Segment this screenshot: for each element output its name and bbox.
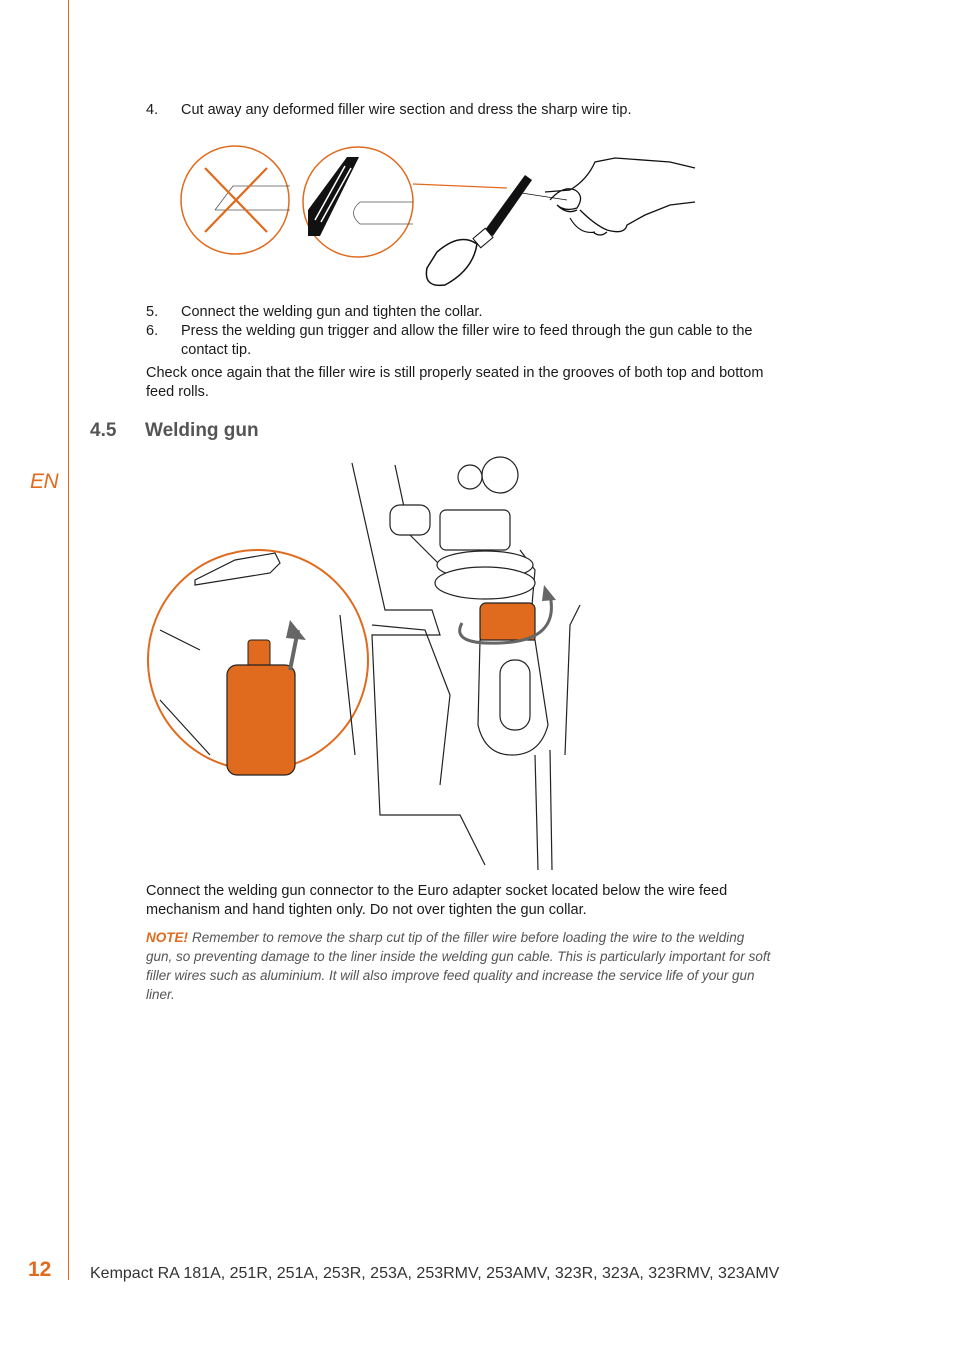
check-paragraph: Check once again that the filler wire is still properly seated in the grooves of both top and bottom feed rolls.	[146, 365, 764, 400]
language-tag: EN	[30, 470, 59, 493]
welding-gun-handle	[460, 585, 556, 870]
step-text: Cut away any deformed filler wire section and dress the sharp wire tip.	[181, 102, 632, 118]
step-number: 5.	[146, 304, 159, 320]
connect-paragraph: Connect the welding gun connector to the Euro adapter socket located below the wire feed mechanism and hand tighten only. Do not over tighten the gun collar.	[146, 883, 728, 918]
section-heading	[90, 420, 259, 442]
note-text: Remember to remove the sharp cut tip of the filler wire before loading the wire to the welding gun, so preventing damage to the liner inside the welding gun cable. This is particularly important for soft filler wires such as aluminium. It will also improve feed quality and increase the service life of your gun liner.	[146, 930, 771, 1002]
footer-models: Kempact RA 181A, 251R, 251A, 253R, 253A, 253RMV, 253AMV, 323R, 323A, 323RMV, 323AMV	[90, 1265, 780, 1282]
page-number: 12	[28, 1258, 52, 1281]
section-title: Welding gun	[145, 420, 259, 441]
hand-holding-wire	[515, 158, 695, 235]
step-number: 6.	[146, 323, 159, 339]
connector-detail-circle	[148, 550, 368, 775]
wire-dressing-illustration	[175, 140, 715, 300]
step-number: 4.	[146, 102, 159, 118]
file-tool	[426, 175, 532, 285]
section-number: 4.5	[90, 420, 117, 441]
feed-mechanism	[390, 457, 535, 599]
margin-rule	[68, 0, 69, 1280]
note-block	[146, 928, 771, 1004]
step-text: Press the welding gun trigger and allow the filler wire to feed through the gun cable to the contact tip.	[181, 323, 753, 358]
incorrect-cut-circle	[181, 146, 290, 254]
welding-gun-illustration	[140, 455, 600, 875]
file-detail-circle	[303, 147, 413, 257]
step-text: Connect the welding gun and tighten the collar.	[181, 304, 483, 320]
note-label: NOTE!	[146, 930, 188, 945]
